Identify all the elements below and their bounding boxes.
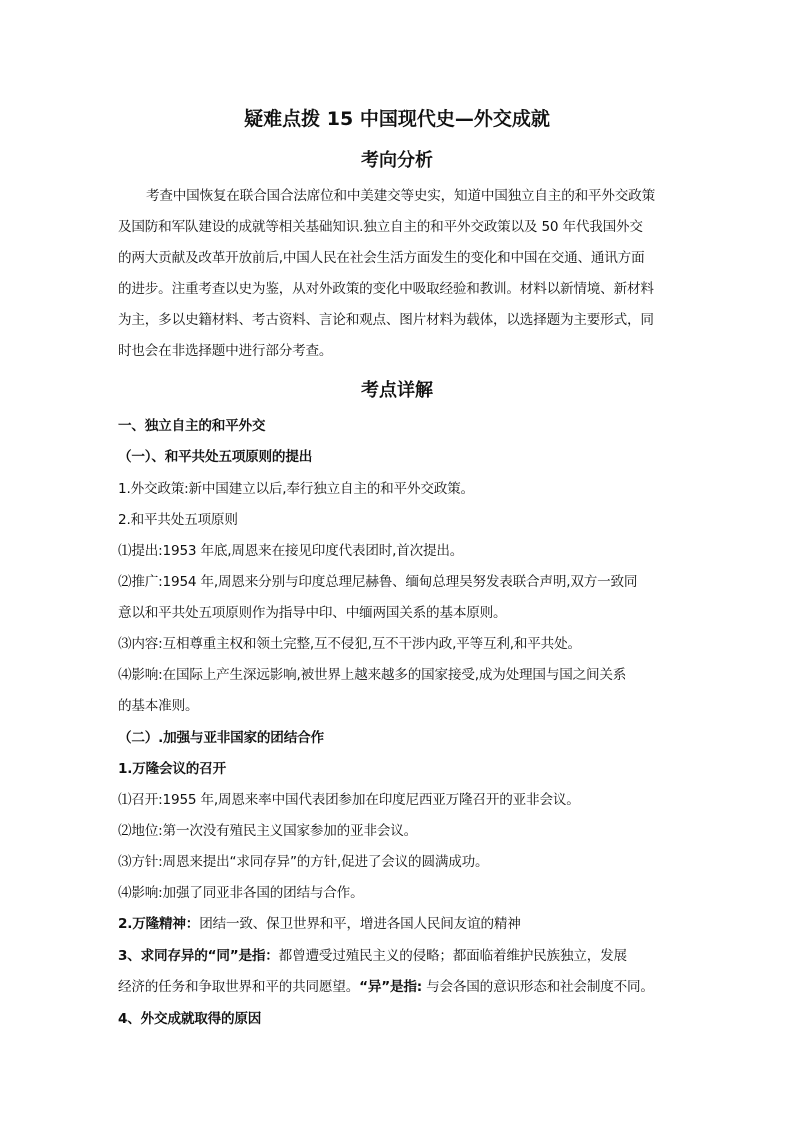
seek-common-line [118, 944, 678, 964]
body-line: 意以和平共处五项原则作为指导中印、中缅两国关系的基本原则。 [118, 605, 507, 621]
seek-common-text-2: 经济的任务和争取世界和平的共同愿望。 [118, 979, 360, 995]
heading-reasons: 4、外交成就取得的原因 [118, 1011, 262, 1027]
seek-common-text: 都曾遭受过殖民主义的侵略；都面临着维护民族独立，发展 [278, 948, 627, 964]
body-line: 1.外交政策:新中国建立以后,奉行独立自主的和平外交政策。 [118, 481, 474, 497]
section-heading-details: 考点详解 [361, 380, 433, 401]
bandung-spirit-line [118, 912, 678, 932]
differences-text: 与会各国的意识形态和社会制度不同。 [421, 979, 654, 995]
seek-common-label: 3、求同存异的“同”是指： [118, 948, 279, 964]
seek-common-line-2 [118, 975, 678, 995]
intro-line: 时也会在非选择题中进行部分考查。 [118, 343, 333, 359]
bandung-spirit-text: 团结一致、保卫世界和平，增进各国人民间友谊的精神 [199, 916, 521, 932]
intro-line: 考查中国恢复在联合国合法席位和中美建交等史实，知道中国独立自主的和平外交政策 [146, 188, 655, 204]
differences-label: “异”是指: [359, 979, 422, 995]
subheading-bandung: 1.万隆会议的召开 [118, 761, 226, 777]
heading-independent-diplomacy: 一、独立自主的和平外交 [118, 418, 266, 434]
intro-line: 的进步。注重考查以史为鉴，从对外政策的变化中吸取经验和教训。材料以新情境、新材料 [118, 281, 654, 297]
page-title: 疑难点拨 15 中国现代史—外交成就 [244, 108, 550, 130]
body-line: ⑵推广:1954 年,周恩来分别与印度总理尼赫鲁、缅甸总理吴努发表联合声明,双方一致同 [118, 574, 638, 590]
bandung-spirit-label: 2.万隆精神： [118, 916, 200, 932]
body-line: ⑶内容:互相尊重主权和领土完整,互不侵犯,互不干涉内政,平等互利,和平共处。 [118, 636, 581, 652]
section-heading-analysis: 考向分析 [361, 150, 433, 171]
body-line: ⑴召开:1955 年,周恩来率中国代表团参加在印度尼西亚万隆召开的亚非会议。 [118, 792, 580, 808]
body-line: ⑷影响:在国际上产生深远影响,被世界上越来越多的国家接受,成为处理国与国之间关系 [118, 667, 627, 683]
body-line: ⑴提出:1953 年底,周恩来在接见印度代表团时,首次提出。 [118, 543, 464, 559]
body-line: 2.和平共处五项原则 [118, 512, 238, 528]
subheading-afro-asian: （二）.加强与亚非国家的团结合作 [118, 730, 324, 746]
body-line: ⑵地位:第一次没有殖民主义国家参加的亚非会议。 [118, 823, 418, 839]
intro-line: 的两大贡献及改革开放前后,中国人民在社会生活方面发生的变化和中国在交通、通讯方面 [118, 250, 645, 266]
intro-line: 为主，多以史籍材料、考古资料、言论和观点、图片材料为载体，以选择题为主要形式，同 [118, 312, 654, 328]
body-line: 的基本准则。 [118, 698, 199, 714]
subheading-five-principles: （一）、和平共处五项原则的提出 [118, 449, 313, 465]
body-line: ⑶方针:周恩来提出“求同存异”的方针,促进了会议的圆满成功。 [118, 854, 489, 870]
body-line: ⑷影响:加强了同亚非各国的团结与合作。 [118, 885, 364, 901]
intro-line: 及国防和军队建设的成就等相关基础知识.独立自主的和平外交政策以及 50 年代我国外交 [118, 219, 643, 235]
